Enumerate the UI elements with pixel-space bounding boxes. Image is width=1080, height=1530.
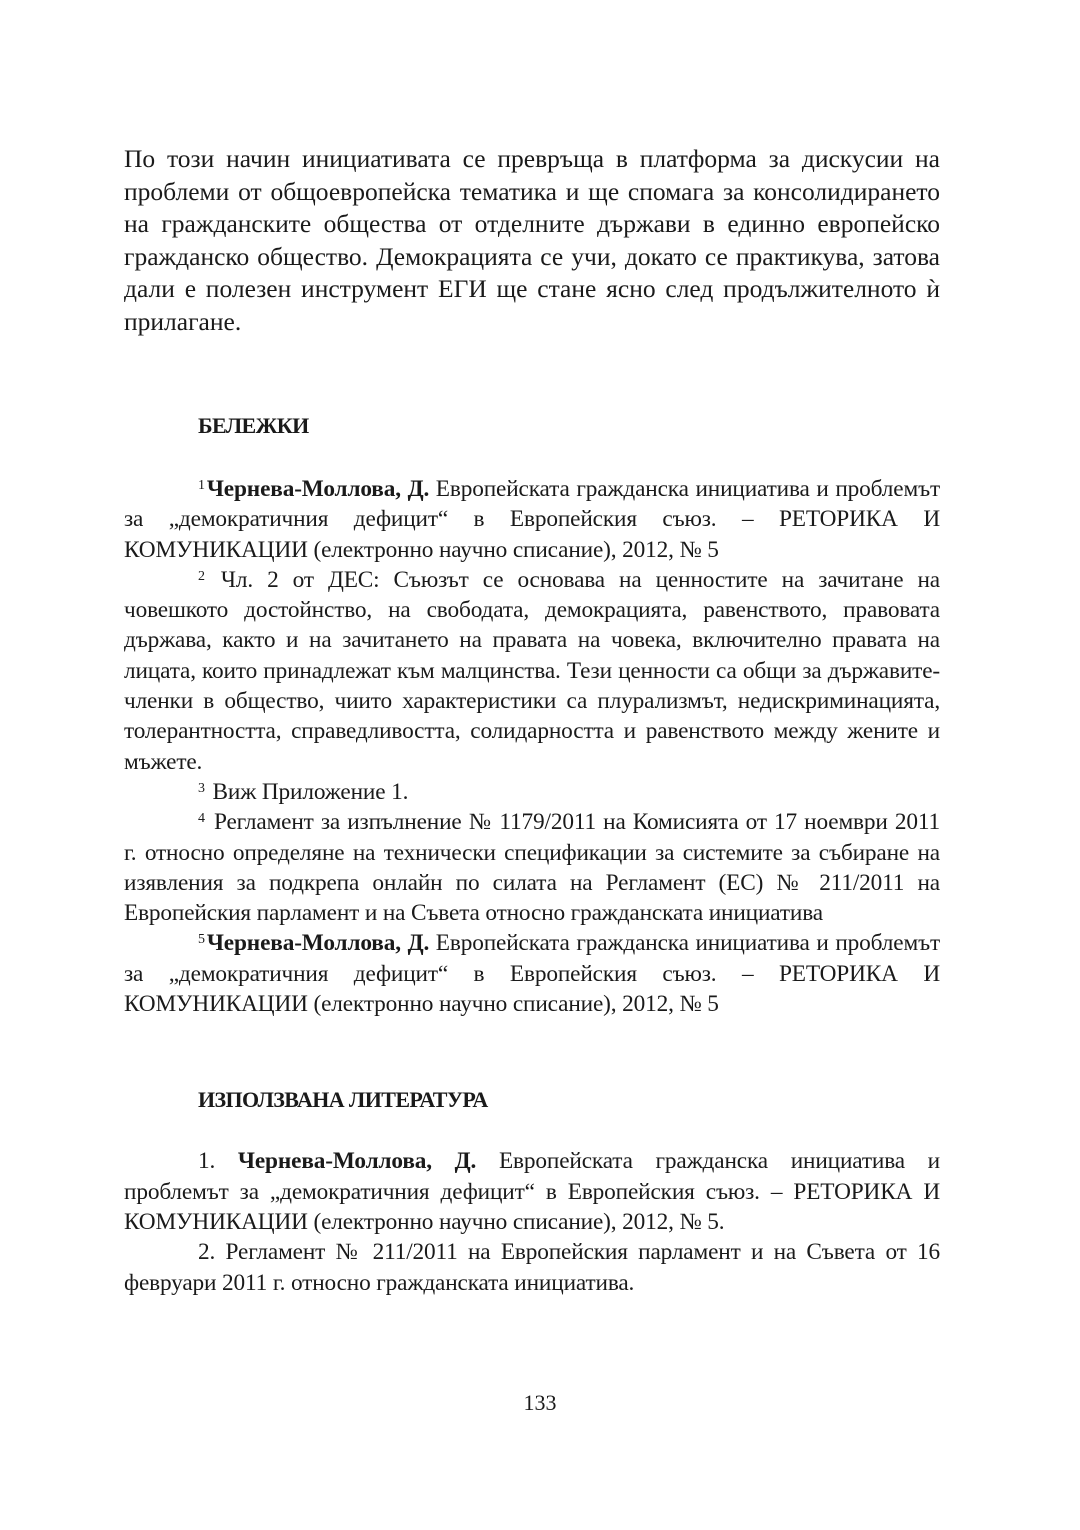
note-item xyxy=(124,777,940,807)
note-number: 5 xyxy=(198,932,205,948)
note-item xyxy=(124,474,940,565)
reference-text: Регламент № 211/2011 на Европейския парламент и на Съвета от 16 февруари 2011 г. относно гражданската инициатива. xyxy=(124,1239,940,1296)
note-text: Виж Приложение 1. xyxy=(206,778,409,805)
note-text: Европейската гражданска инициатива и проблемът за „демократичния дефицит“ в Европейския съюз. – РЕТОРИКА И КОМУНИКАЦИИ (електронно научно списание), 2012, № 5 xyxy=(124,930,940,1018)
note-number: 3 xyxy=(198,780,205,796)
note-item xyxy=(124,928,940,1019)
note-author: Чернева-Моллова, Д. xyxy=(206,930,430,957)
references-list xyxy=(124,1146,940,1297)
note-item xyxy=(124,565,940,777)
notes-heading: БЕЛЕЖКИ xyxy=(198,413,309,438)
note-number: 1 xyxy=(198,478,205,493)
intro-paragraph: По този начин инициативата се превръща в платформа за дискусии на проблеми от общоевропейска тематика и ще спомага за консолидирането на гражданските общества от отделните държави в единно европейско гражданско общество. Демокрацията се учи, докато се практикува, затова дали е полезен инструмент ЕГИ ще стане ясно след продължителното ѝ прилагане. xyxy=(124,144,940,336)
note-text: Европейската гражданска инициатива и проблемът за „демократичния дефицит“ в Европейския съюз. – РЕТОРИКА И КОМУНИКАЦИИ (електронно научно списание), 2012, № 5 xyxy=(124,476,940,563)
reference-item xyxy=(124,1146,940,1237)
reference-item xyxy=(124,1237,940,1298)
note-author: Чернева-Моллова, Д. xyxy=(206,476,430,502)
references-heading: ИЗПОЛЗВАНА ЛИТЕРАТУРА xyxy=(198,1087,488,1113)
reference-text: Европейската гражданска инициатива и проблемът за „демократичния дефицит“ в Европейския съюз. – РЕТОРИКА И КОМУНИКАЦИИ (електронно научно списание), 2012, № 5. xyxy=(124,1148,940,1235)
reference-author: Чернева-Моллова, Д. xyxy=(237,1148,477,1175)
note-number: 4 xyxy=(198,811,205,827)
reference-number: 2. xyxy=(198,1239,226,1266)
page-number: 133 xyxy=(523,1390,557,1415)
note-text: Регламент за изпълнение № 1179/2011 на Комисията от 17 ноември 2011 г. относно определяне на технически спецификации за системите за събиране на изявления за подкрепа онлайн по силата на Регламент (ЕС) № 211/2011 на Европейския парламент и на Съвета относно гражданската инициатива xyxy=(124,809,940,927)
page-content xyxy=(124,143,940,1298)
note-number: 2 xyxy=(198,568,205,584)
reference-number: 1. xyxy=(198,1148,238,1175)
note-item xyxy=(124,807,940,928)
notes-list xyxy=(124,474,940,1019)
note-text: Чл. 2 от ДЕС: Съюзът се основава на ценностите на зачитане на човешкото достойнство, на свободата, демокрацията, равенството, правовата държава, както и на зачитането на правата на човека, включително правата на лицата, които принадлежат към малцинства. Тези ценности са общи за държавите-членки в общество, чиито характеристики са плурализмът, недискриминацията, толерантността, справедливостта, солидарността и равенството между жените и мъжете. xyxy=(124,566,940,775)
